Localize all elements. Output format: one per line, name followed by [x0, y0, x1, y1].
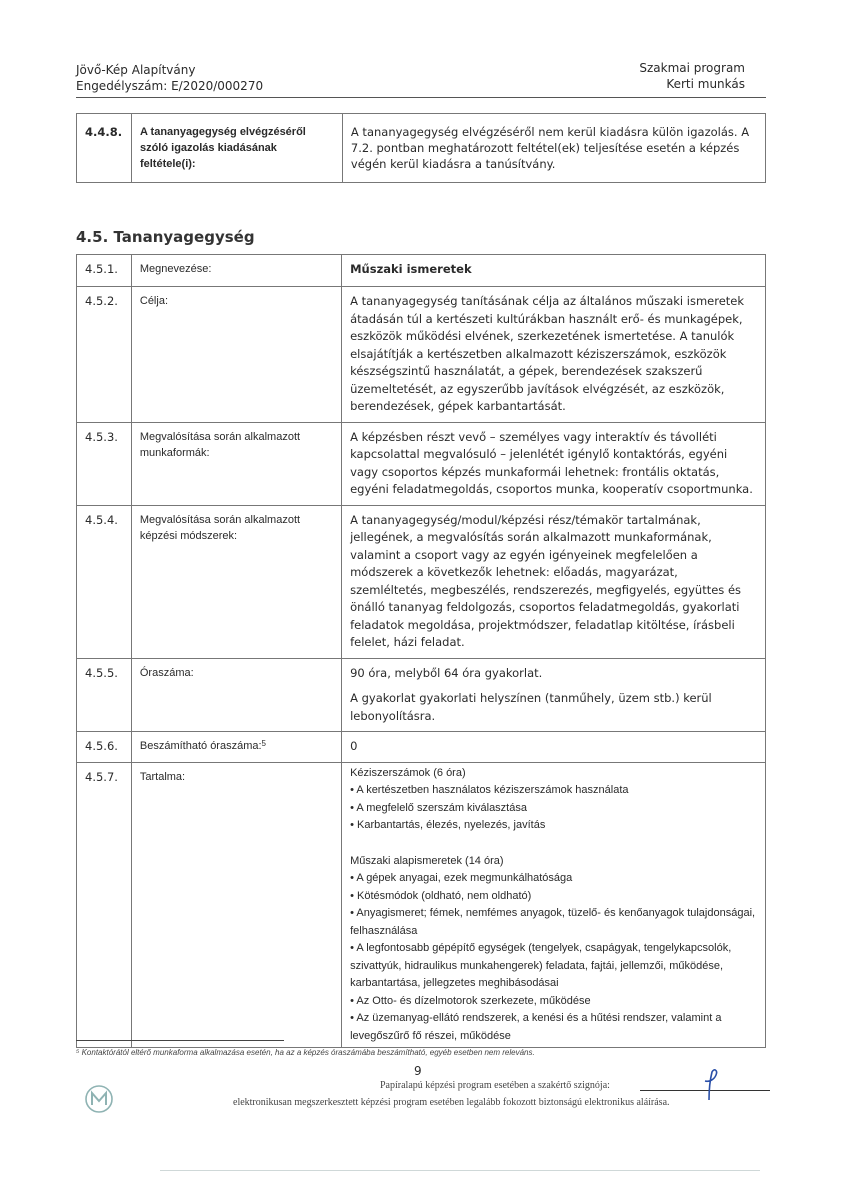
- content-item: • Az Otto- és dízelmotorok szerkezete, működése: [350, 993, 757, 1011]
- unit-name: Műszaki ismeretek: [342, 255, 766, 287]
- row-number: 4.5.3.: [77, 422, 132, 505]
- signature-note-paper: Papíralapú képzési program esetében a szakértő szignója:: [380, 1080, 610, 1091]
- header-left: [76, 62, 263, 94]
- row-number: 4.4.8.: [77, 114, 132, 183]
- row-value: A tananyagegység elvégzéséről nem kerül kiadásra külön igazolás. A 7.2. pontban meghatározott feltétel(ek) teljesítése esetén a képzés végén kerül kiadásra a tanúsítvány.: [342, 114, 765, 183]
- row-number: 4.5.1.: [77, 255, 132, 287]
- content-item: • Karbantartás, élezés, nyelezés, javítás: [350, 817, 757, 835]
- table-row: [77, 658, 766, 732]
- row-number: 4.5.5.: [77, 658, 132, 732]
- table-row: [77, 114, 766, 183]
- content-item: • A megfelelő szerszám kiválasztása: [350, 800, 757, 818]
- content-item: • A gépek anyagai, ezek megmunkálhatósága: [350, 870, 757, 888]
- content-item: • Az üzemanyag-ellátó rendszerek, a kenési és a hűtési rendszer, valamint a levegőszűrő fő részei, működése: [350, 1010, 757, 1045]
- row-value: 0: [342, 732, 766, 763]
- footnote-marker: 5: [261, 739, 266, 748]
- row-value: [342, 658, 766, 732]
- handwritten-signature-icon: [697, 1066, 727, 1108]
- row-label: [131, 732, 341, 763]
- table-row: [77, 732, 766, 763]
- row-value: A képzésben részt vevő – személyes vagy interaktív és távolléti kapcsolattal megvalósuló – jelenlétét igénylő kontaktórás, egyéni vagy csoportos képzés munkaformái lehetnek: frontális oktatás, egyéni feladatmegoldás, csoportos munka, kooperatív csoportmunka.: [342, 422, 766, 505]
- content-group-title: Műszaki alapismeretek (14 óra): [350, 854, 504, 867]
- row-label: Célja:: [131, 287, 341, 423]
- program-type: Szakmai program: [639, 61, 745, 75]
- signature-note-electronic: elektronikusan megszerkesztett képzési program esetében legalább fokozott biztonságú elektronikus aláírása.: [233, 1097, 670, 1108]
- header-right: [639, 60, 745, 92]
- content-group-title: Kéziszerszámok (6 óra): [350, 766, 466, 779]
- logo-icon: [84, 1084, 114, 1118]
- table-row: [77, 762, 766, 1048]
- table-row: [77, 422, 766, 505]
- row-number: 4.5.2.: [77, 287, 132, 423]
- practice-location-text: A gyakorlat gyakorlati helyszínen (tanműhely, üzem stb.) kerül lebonyolításra.: [350, 691, 712, 723]
- content-item: • A legfontosabb gépépítő egységek (tengelyek, csapágyak, tengelykapcsolók, szivattyúk, hidraulikus munkahengerek) feladata, fajtái, jellemzői, működése, karbantartása, jellegzetes meghibásodásai: [350, 940, 757, 993]
- curriculum-unit-table: [76, 254, 766, 1048]
- row-value: A tananyagegység tanításának célja az általános műszaki ismeretek átadásán túl a kertészeti kultúrákban használt erő- és munkagépek, eszközök működési elvének, szerkezetének ismertetése. A tanulók elsajátítják a kertészetben alkalmazott kéziszerszámok, eszközök készségszintű használatát, a gépek, berendezések szakszerű üzemeltetését, az egyszerűbb javítások elvégzését, az eszközök, berendezések, gépek karbantartását.: [342, 287, 766, 423]
- row-label-text: Beszámítható óraszáma:: [139, 740, 262, 752]
- row-label: Megvalósítása során alkalmazott munkaformák:: [131, 422, 341, 505]
- content-item: • Kötésmódok (oldható, nem oldható): [350, 888, 757, 906]
- bottom-divider: [160, 1170, 760, 1171]
- row-number: 4.5.6.: [77, 732, 132, 763]
- content-item: • A kertészetben használatos kéziszerszámok használata: [350, 782, 757, 800]
- content-list: [342, 762, 766, 1048]
- license-number: Engedélyszám: E/2020/000270: [76, 79, 264, 93]
- row-label: Megnevezése:: [131, 255, 341, 287]
- page-number: 9: [414, 1064, 422, 1078]
- footnote-divider: [76, 1040, 284, 1041]
- table-row: [77, 255, 766, 287]
- row-label: Megvalósítása során alkalmazott képzési módszerek:: [131, 505, 341, 658]
- footnote: ⁵ Kontaktórától eltérő munkaforma alkalmazása esetén, ha az a képzés óraszámába beszámítható, egyéb esetben nem releváns.: [76, 1048, 535, 1057]
- row-label: Óraszáma:: [131, 658, 341, 732]
- row-number: 4.5.7.: [77, 762, 132, 1048]
- hours-text: 90 óra, melyből 64 óra gyakorlat.: [350, 665, 543, 680]
- header-divider: [76, 97, 766, 98]
- table-row: [77, 287, 766, 423]
- row-value: A tananyagegység/modul/képzési rész/témakör tartalmának, jellegének, a megvalósítás során alkalmazott munkaformának, valamint a csoport vagy az egyén igényeinek megfelelően a módszerek a következők lehetnek: előadás, magyarázat, szemléltetés, megbeszélés, rendszerezés, megfigyelés, együttes és önálló tananyag feldolgozás, csoportos feladatmegoldás, gyakorlati feladatok megoldása, projektmódszer, feladatlap kitöltése, írásbeli felelet, házi feladat.: [342, 505, 766, 658]
- certificate-table: [76, 113, 766, 183]
- table-row: [77, 505, 766, 658]
- row-label: Tartalma:: [131, 762, 341, 1048]
- course-name: Kerti munkás: [666, 77, 745, 91]
- section-title: 4.5. Tananyagegység: [76, 228, 255, 246]
- row-number: 4.5.4.: [77, 505, 132, 658]
- row-label: A tananyagegység elvégzéséről szóló igazolás kiadásának feltétele(i):: [131, 114, 342, 183]
- org-name: Jövő-Kép Alapítvány: [76, 63, 196, 77]
- content-item: • Anyagismeret; fémek, nemfémes anyagok, tüzelő- és kenőanyagok tulajdonságai, felhasználása: [350, 905, 757, 940]
